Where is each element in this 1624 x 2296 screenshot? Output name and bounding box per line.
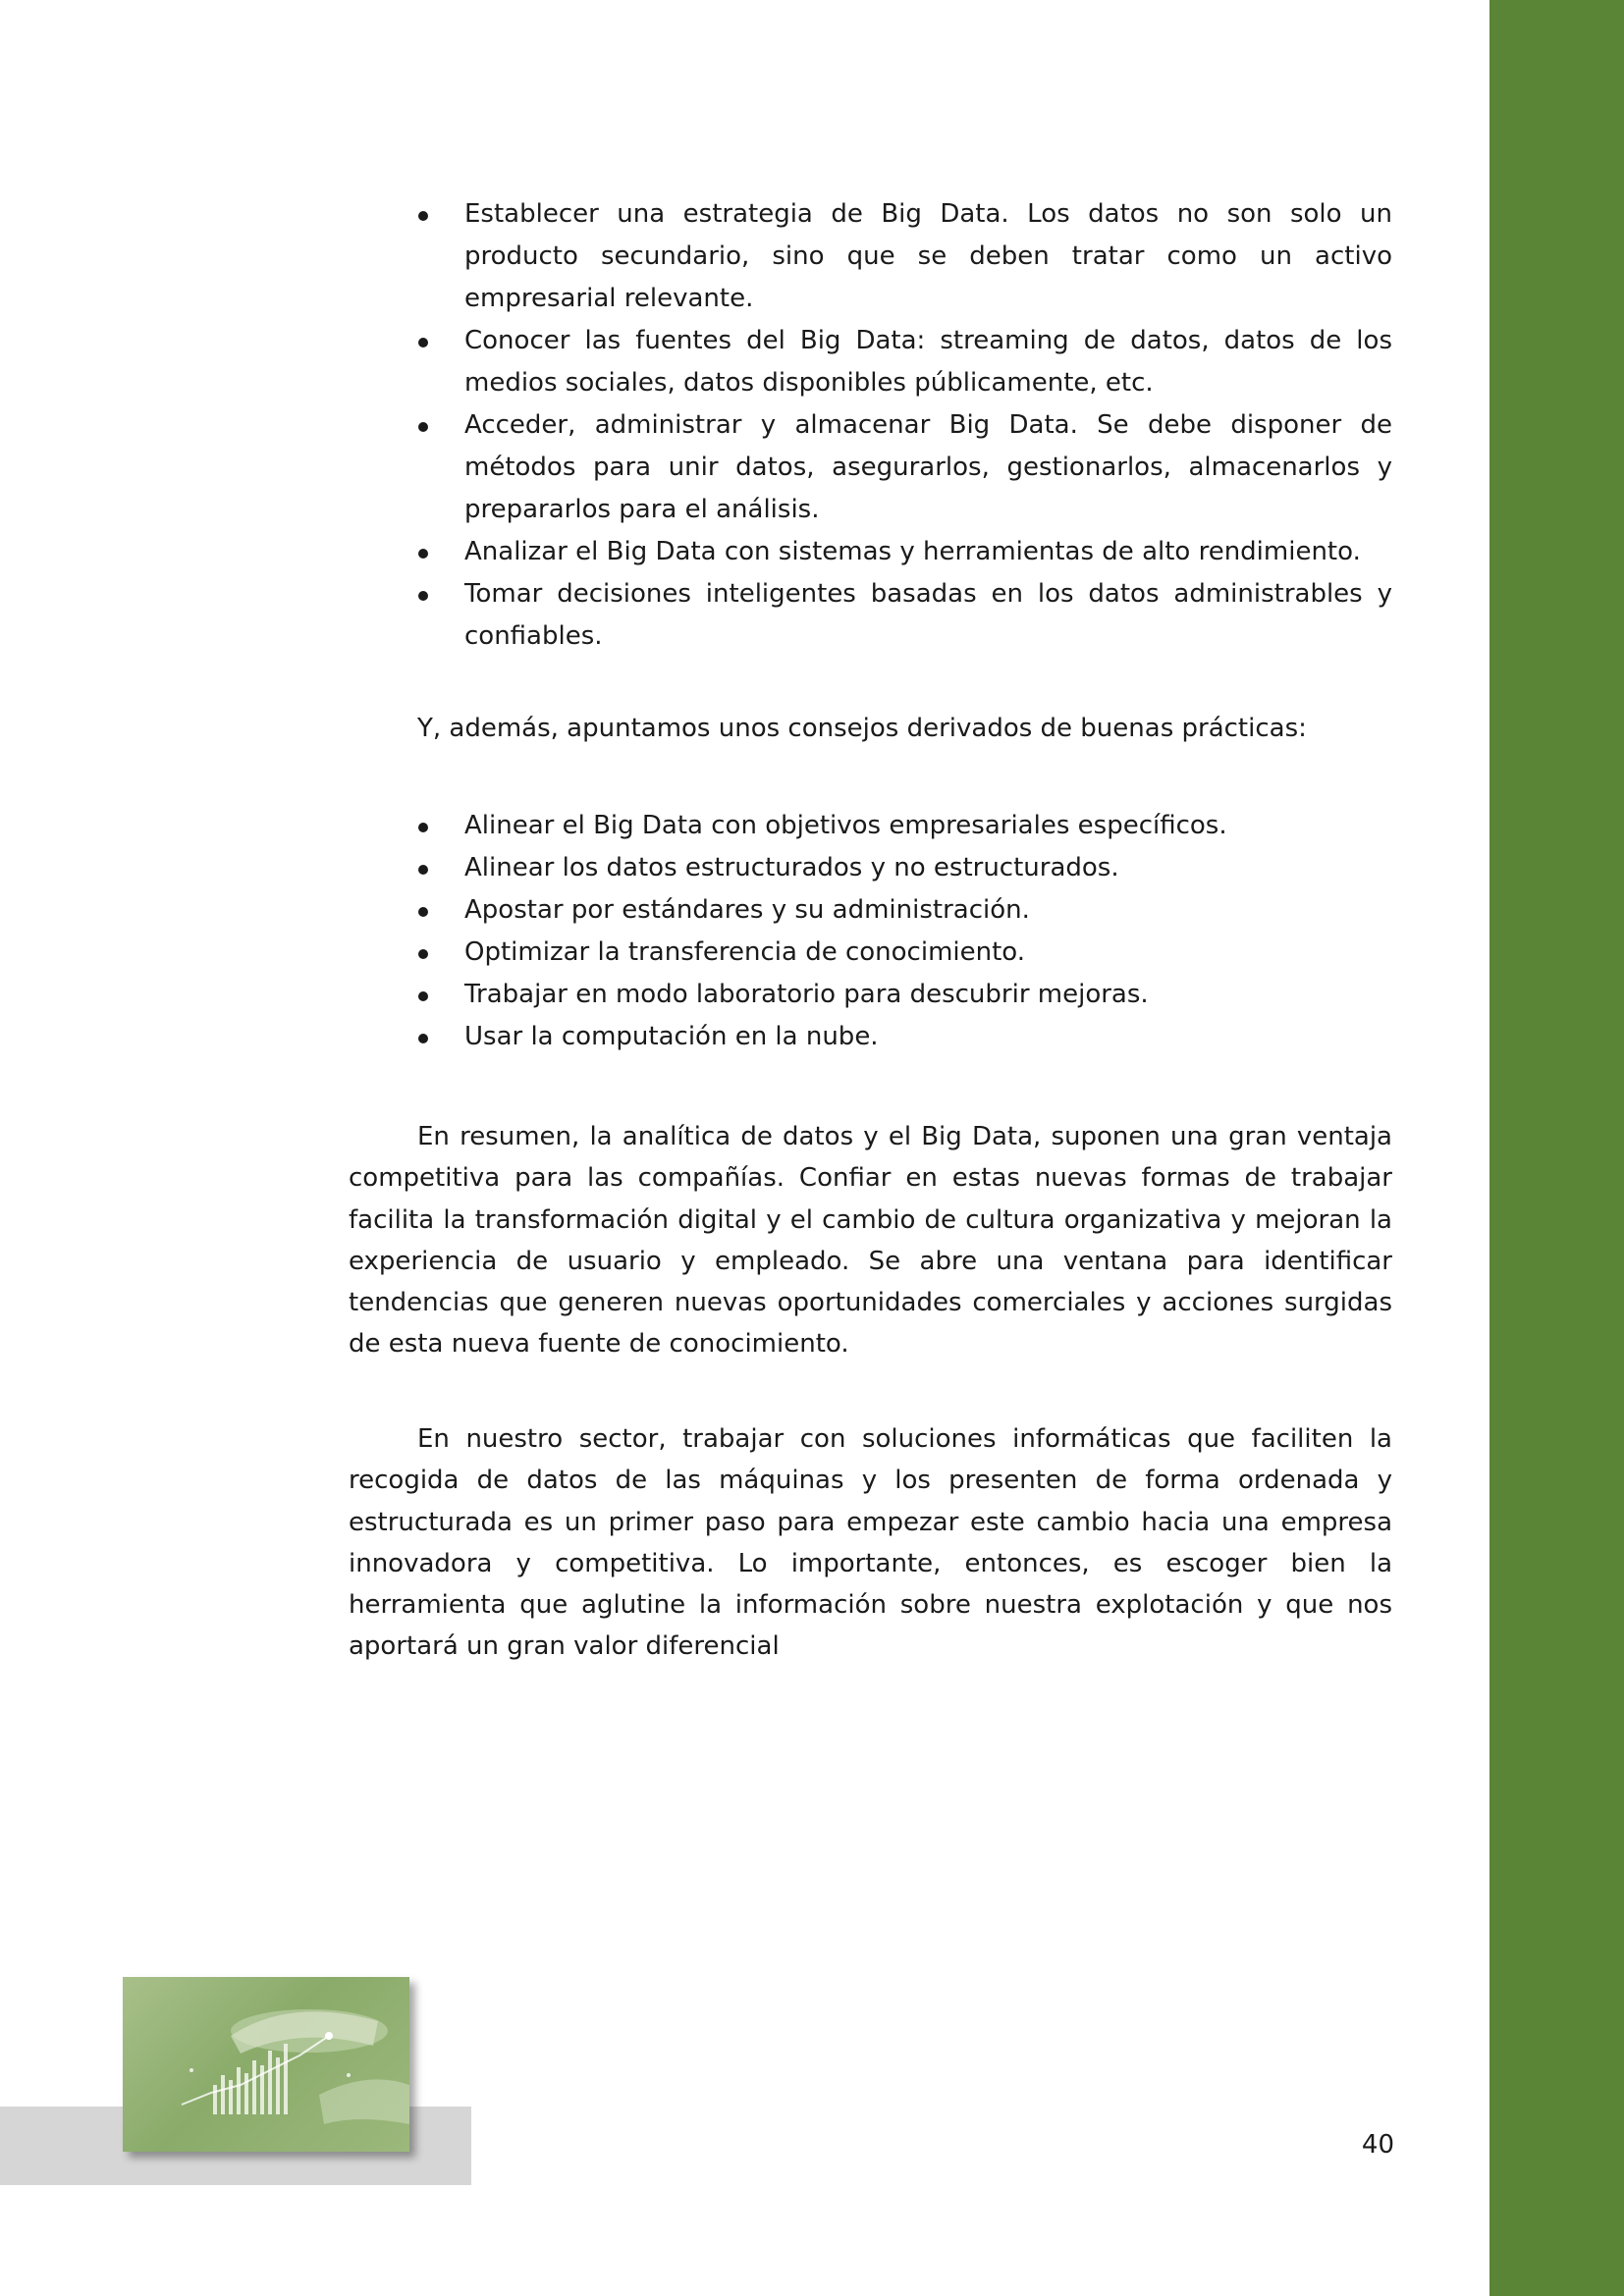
right-sidebar-band xyxy=(1489,0,1624,2296)
list-item: Usar la computación en la nube. xyxy=(417,1016,1392,1058)
intro-text: Y, además, apuntamos unos consejos derivados de buenas prácticas: xyxy=(417,714,1307,743)
list-item: Apostar por estándares y su administración. xyxy=(417,889,1392,932)
bullet-icon xyxy=(418,991,428,1001)
page-number: 40 xyxy=(1361,2130,1394,2160)
bullet-icon xyxy=(418,422,428,432)
bullet-icon xyxy=(418,949,428,959)
list-item: Alinear el Big Data con objetivos empresariales específicos. xyxy=(417,805,1392,847)
bullet-list-strategy xyxy=(417,193,1392,658)
list-item: Trabajar en modo laboratorio para descubrir mejoras. xyxy=(417,974,1392,1016)
bullet-icon xyxy=(418,1034,428,1043)
hand-chart-illustration xyxy=(123,1977,409,2152)
bullet-icon xyxy=(418,211,428,221)
bullet-icon xyxy=(418,591,428,601)
bullet-icon xyxy=(418,907,428,917)
bullet-icon xyxy=(418,549,428,559)
bullet-icon xyxy=(418,865,428,875)
list-item: Acceder, administrar y almacenar Big Data. Se debe disponer de métodos para unir datos, asegurarlos, gestionarlos, almacenarlos y prepararlos para el análisis. xyxy=(417,404,1392,531)
list-item: Optimizar la transferencia de conocimiento. xyxy=(417,932,1392,974)
summary-paragraph: En resumen, la analítica de datos y el Big Data, suponen una gran ventaja competitiva para las compañías. Confiar en estas nuevas formas de trabajar facilita la transformación digital y el cambio de cultura organizativa y mejoran la experiencia de usuario y empleado. Se abre una ventana para identificar tendencias que generen nuevas oportunidades comerciales y acciones surgidas de esta nueva fuente de conocimiento. xyxy=(349,1122,1392,1360)
list-item: Tomar decisiones inteligentes basadas en los datos administrables y confiables. xyxy=(417,573,1392,658)
decorative-data-image xyxy=(123,1977,409,2152)
bullet-icon xyxy=(418,823,428,832)
list-item: Analizar el Big Data con sistemas y herramientas de alto rendimiento. xyxy=(417,531,1392,573)
list-item: Conocer las fuentes del Big Data: streaming de datos, datos de los medios sociales, datos disponibles públicamente, etc. xyxy=(417,320,1392,404)
sector-paragraph: En nuestro sector, trabajar con soluciones informáticas que faciliten la recogida de datos de las máquinas y los presenten de forma ordenada y estructurada es un primer paso para empezar este cambio hacia una empresa innovadora y competitiva. Lo importante, entonces, es escoger bien la herramienta que aglutine la información sobre nuestra explotación y que nos aportará un gran valor diferencial xyxy=(349,1424,1392,1662)
bullet-list-best-practices xyxy=(417,805,1392,1058)
bullet-icon xyxy=(418,338,428,347)
list-item: Alinear los datos estructurados y no estructurados. xyxy=(417,847,1392,889)
list-item: Establecer una estrategia de Big Data. Los datos no son solo un producto secundario, sino que se deben tratar como un activo empresarial relevante. xyxy=(417,193,1392,320)
